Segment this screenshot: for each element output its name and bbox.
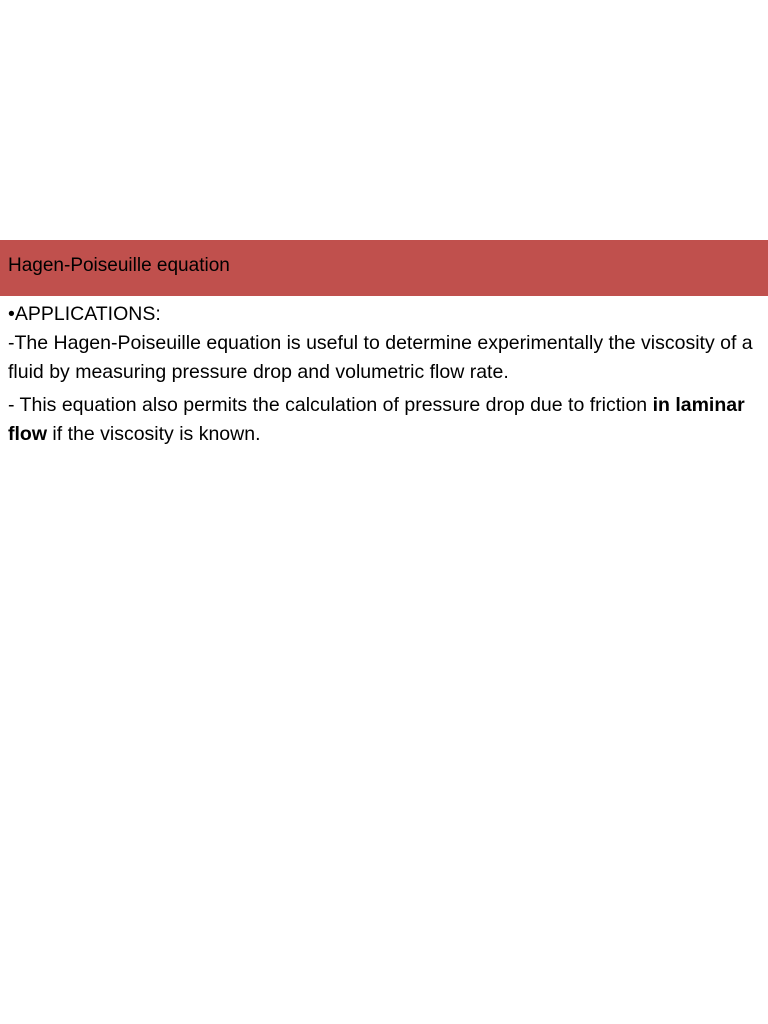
paragraph-viscosity-measurement: -The Hagen-Poiseuille equation is useful to determine experimentally the viscosity of a fluid by measuring pressure drop and volumetric flow rate.: [8, 332, 753, 383]
slide-body: [8, 300, 760, 449]
slide-title-bar: [0, 240, 768, 296]
slide-title: Hagen-Poiseuille equation: [8, 255, 230, 276]
paragraph-pressure-drop-text-start: - This equation also permits the calculation of pressure drop due to friction: [8, 394, 653, 416]
laminar-flow-emphasis: in laminar flow: [8, 394, 745, 445]
paragraph-pressure-drop-text-end: if the viscosity is known.: [47, 423, 261, 445]
section-heading: •APPLICATIONS:: [8, 303, 161, 325]
paragraph-pressure-drop: [8, 391, 760, 449]
